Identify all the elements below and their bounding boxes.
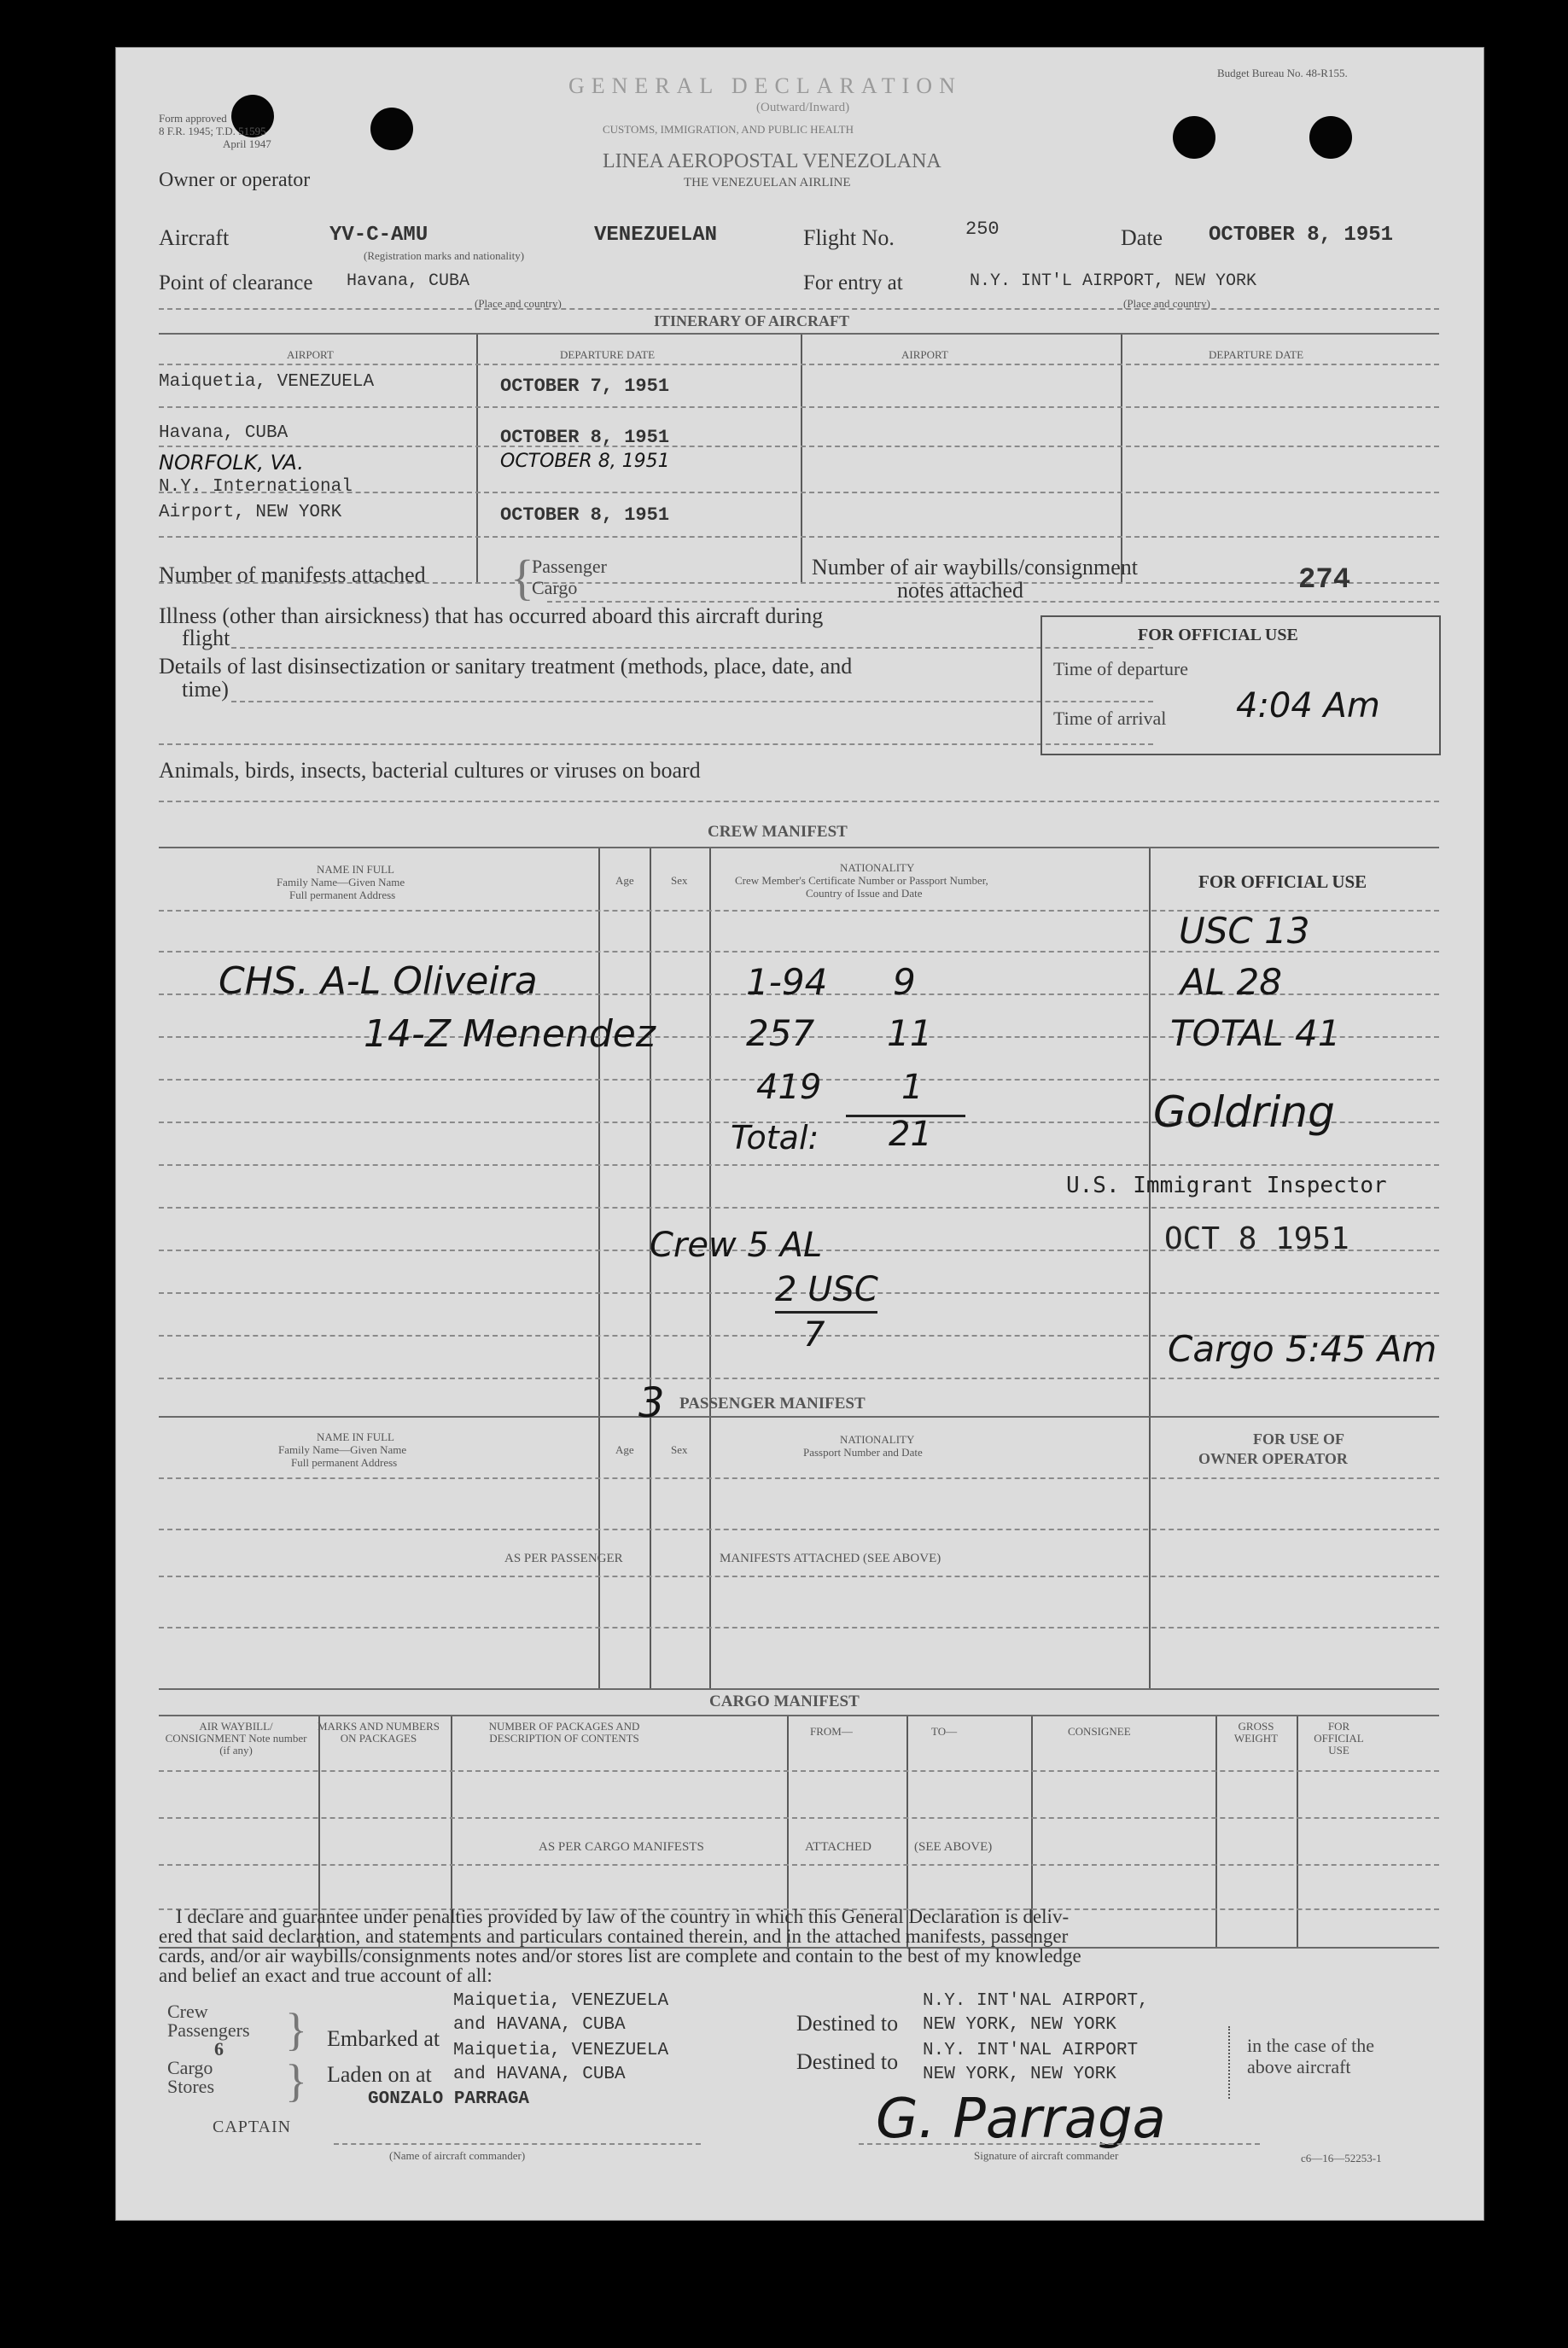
crew-count-n-1: 9 — [893, 961, 916, 1003]
declaration-date: OCTOBER 8, 1951 — [1209, 224, 1394, 247]
cargo-note-a: AS PER CARGO MANIFESTS — [539, 1840, 704, 1854]
registration-caption: (Registration marks and nationality) — [364, 249, 525, 262]
clearance-point: Havana, CUBA — [347, 271, 470, 291]
itin-airport-2: Havana, CUBA — [159, 423, 289, 443]
cargo-note-c: (SEE ABOVE) — [914, 1840, 993, 1854]
budget-ref: Budget Bureau No. 48-R155. — [1217, 67, 1348, 79]
itin-date-2: OCTOBER 8, 1951 — [500, 427, 670, 448]
cargo-h-consignee: CONSIGNEE — [1068, 1725, 1131, 1738]
crew-h-nat2: Crew Member's Certificate Number or Passport Number, — [735, 874, 988, 887]
crew-count-code-3: 419 — [756, 1068, 822, 1107]
itin-airport-4: N.Y. International — [159, 477, 353, 497]
official-note-al: AL 28 — [1180, 961, 1282, 1003]
pax-h-age: Age — [615, 1443, 634, 1456]
aircraft-nationality: VENEZUELAN — [594, 224, 718, 247]
form-code: c6—16—52253-1 — [1301, 2152, 1382, 2164]
dest-1: N.Y. INT'NAL AIRPORT, — [923, 1991, 1149, 2011]
dest-3: N.Y. INT'NAL AIRPORT — [923, 2041, 1139, 2060]
captain-name: GONZALO PARRAGA — [368, 2089, 530, 2109]
punch-hole — [1309, 116, 1352, 159]
dest-4: NEW YORK, NEW YORK — [923, 2065, 1116, 2084]
pax-h-name3: Full permanent Address — [291, 1456, 398, 1469]
inspector-signature: Goldring — [1153, 1087, 1335, 1137]
crew-count-total-label: Total: — [731, 1119, 819, 1157]
itinerary-title: ITINERARY OF AIRCRAFT — [654, 312, 850, 329]
crew-h-age: Age — [615, 874, 634, 887]
cargo-h-to: TO— — [931, 1725, 958, 1738]
crew-h-official: FOR OFFICIAL USE — [1198, 871, 1367, 892]
illness-label-2: flight — [182, 626, 230, 650]
laden-1: Maiquetia, VENEZUELA — [453, 2041, 669, 2060]
itin-header-date: DEPARTURE DATE — [560, 348, 656, 361]
crew-count-n-3: 1 — [901, 1068, 924, 1107]
arrival-time-label: Time of arrival — [1053, 708, 1167, 729]
embarked-1: Maiquetia, VENEZUELA — [453, 1991, 669, 2011]
crew-hand-name-1: CHS. A-L Oliveira — [219, 959, 538, 1003]
aircraft-label: Aircraft — [159, 225, 230, 250]
brace: { — [510, 550, 534, 605]
itin-header-airport-2: AIRPORT — [901, 348, 948, 361]
illness-label: Illness (other than airsickness) that has occurred aboard this aircraft during — [159, 603, 824, 628]
cargo-h-from: FROM— — [810, 1725, 853, 1738]
entry-label: For entry at — [803, 271, 903, 294]
passenger-manifest-title: PASSENGER MANIFEST — [679, 1395, 866, 1413]
pax-note-b: MANIFESTS ATTACHED (SEE ABOVE) — [720, 1552, 941, 1565]
itin-date-1: OCTOBER 7, 1951 — [500, 376, 670, 397]
entry-caption: (Place and country) — [1123, 297, 1210, 310]
official-use-title: FOR OFFICIAL USE — [1138, 626, 1298, 644]
pax-h-nat2: Passport Number and Date — [803, 1446, 923, 1459]
passenger-label: Passenger — [532, 556, 607, 577]
itin-airport-5: Airport, NEW YORK — [159, 503, 342, 522]
dest-2: NEW YORK, NEW YORK — [923, 2015, 1116, 2035]
airline-name-en: THE VENEZUELAN AIRLINE — [684, 176, 851, 189]
crew-count-n-2: 11 — [887, 1012, 933, 1054]
crew-hand-name-2: 14-Z Menendez — [364, 1012, 656, 1056]
itin-airport-1: Maiquetia, VENEZUELA — [159, 372, 375, 392]
crew-h-nat3: Country of Issue and Date — [806, 887, 923, 900]
crew-note-1: Crew 5 AL — [650, 1226, 823, 1265]
flight-number: 250 — [965, 218, 1000, 240]
pax-h-name2: Family Name—Given Name — [278, 1443, 407, 1456]
cargo-h-packages: NUMBER OF PACKAGES AND DESCRIPTION OF CONTENTS — [488, 1720, 640, 1745]
itin-header-airport: AIRPORT — [287, 348, 334, 361]
official-note-usc: USC 13 — [1179, 910, 1310, 952]
agencies: CUSTOMS, IMMIGRATION, AND PUBLIC HEALTH — [603, 123, 854, 136]
passenger-hand-count: 3 — [638, 1379, 665, 1427]
crew-count-code-2: 257 — [746, 1012, 815, 1054]
punch-hole — [370, 108, 413, 150]
crew-h-name: NAME IN FULL — [317, 863, 394, 876]
crew-h-sex: Sex — [671, 874, 688, 887]
case-note: in the case of the — [1247, 2035, 1375, 2056]
pax-h-name: NAME IN FULL — [317, 1430, 394, 1443]
crew-note-3: 7 — [803, 1315, 825, 1355]
crew-h-name3: Full permanent Address — [289, 889, 396, 901]
entry-point: N.Y. INT'L AIRPORT, NEW YORK — [970, 271, 1257, 291]
crew-h-nat: NATIONALITY — [840, 861, 915, 874]
clearance-caption: (Place and country) — [475, 297, 562, 310]
departure-time-label: Time of departure — [1053, 658, 1189, 679]
pax-h-owner2: OWNER OPERATOR — [1198, 1450, 1348, 1467]
laden-2: and HAVANA, CUBA — [453, 2065, 626, 2084]
declaration-form — [115, 47, 1484, 2221]
cargo-label: Cargo — [532, 577, 578, 598]
itin-date-3: OCTOBER 8, 1951 — [500, 451, 670, 472]
animals-label: Animals, birds, insects, bacterial cultures or viruses on board — [159, 758, 701, 783]
cargo-h-weight: GROSS WEIGHT — [1233, 1720, 1279, 1745]
regulation-ref: Form approved 8 F.R. 1945; T.D. 51595 April 1947 — [159, 112, 271, 150]
owner-label: Owner or operator — [159, 169, 311, 191]
cargo-arrival-note: Cargo 5:45 Am — [1168, 1328, 1437, 1370]
embarked-label: Embarked at — [327, 2026, 440, 2051]
signature-caption: Signature of aircraft commander — [974, 2149, 1119, 2162]
declaration-text: I declare and guarantee under penalties provided by law of the country in which this General Declaration is deliv- ered that said declaration, and statements and particulars contained therein, and in the attached manifests, passenger cards, and/or air waybills/consignments notes and/or stores list are complete and contain to the best of my knowledge and belief an exact and true account of all: — [159, 1906, 1081, 1986]
waybills-label-2: notes attached — [897, 578, 1023, 603]
pax-h-sex: Sex — [671, 1443, 688, 1456]
inspection-date-stamp: OCT 8 1951 — [1164, 1221, 1349, 1256]
itin-airport-3: NORFOLK, VA. — [159, 451, 304, 475]
crew-count-total: 21 — [889, 1115, 932, 1154]
clearance-label: Point of clearance — [159, 271, 313, 294]
crew-note-2: 2 USC — [775, 1270, 878, 1309]
name-caption: (Name of aircraft commander) — [389, 2149, 526, 2162]
form-subtitle: (Outward/Inward) — [756, 101, 850, 114]
cargo-h-official: FOR OFFICIAL USE — [1314, 1720, 1364, 1757]
form-title: GENERAL DECLARATION — [568, 73, 962, 98]
inspector-stamp: U.S. Immigrant Inspector — [1066, 1173, 1387, 1198]
declaration-categories: Crew Passengers 6 Cargo Stores — [167, 2001, 250, 2097]
captain-signature: G. Parraga — [876, 2088, 1166, 2151]
cargo-h-waybill: AIR WAYBILL/ CONSIGNMENT Note number (if any) — [165, 1720, 307, 1757]
crew-h-name2: Family Name—Given Name — [277, 876, 405, 889]
waybills-label: Number of air waybills/consignment — [812, 555, 1138, 580]
disinsect-label-2: time) — [182, 677, 229, 702]
crew-count-code-1: 1-94 — [746, 961, 828, 1003]
captain-label: CAPTAIN — [213, 2118, 292, 2136]
brace: } } — [285, 2004, 307, 2106]
embarked-2: and HAVANA, CUBA — [453, 2015, 626, 2035]
disinsect-label: Details of last disinsectization or sanitary treatment (methods, place, date, and — [159, 654, 853, 679]
cargo-note-b: ATTACHED — [805, 1840, 871, 1854]
punch-hole — [1173, 116, 1215, 159]
aircraft-registration: YV-C-AMU — [329, 224, 428, 247]
laden-label: Laden on at — [327, 2062, 432, 2087]
arrival-time-value: 4:04 Am — [1236, 686, 1380, 725]
official-note-total: TOTAL 41 — [1170, 1012, 1341, 1054]
pax-h-owner: FOR USE OF — [1253, 1430, 1345, 1448]
pax-note-a: AS PER PASSENGER — [504, 1552, 623, 1565]
cargo-manifest-title: CARGO MANIFEST — [709, 1693, 860, 1710]
pax-h-nat: NATIONALITY — [840, 1433, 915, 1446]
flight-label: Flight No. — [803, 225, 895, 250]
destined-label-1: Destined to — [796, 2011, 899, 2036]
itin-header-date-2: DEPARTURE DATE — [1209, 348, 1304, 361]
manifests-label: Number of manifests attached — [159, 562, 426, 587]
destined-label-2: Destined to — [796, 2049, 899, 2074]
airline-name: LINEA AEROPOSTAL VENEZOLANA — [603, 150, 941, 172]
waybills-count: 274 — [1298, 564, 1351, 597]
crew-manifest-title: CREW MANIFEST — [708, 823, 848, 841]
itin-date-5: OCTOBER 8, 1951 — [500, 504, 670, 526]
date-label: Date — [1121, 225, 1163, 250]
case-note-2: above aircraft — [1247, 2056, 1351, 2077]
cargo-h-marks: MARKS AND NUMBERS ON PACKAGES — [317, 1720, 440, 1745]
